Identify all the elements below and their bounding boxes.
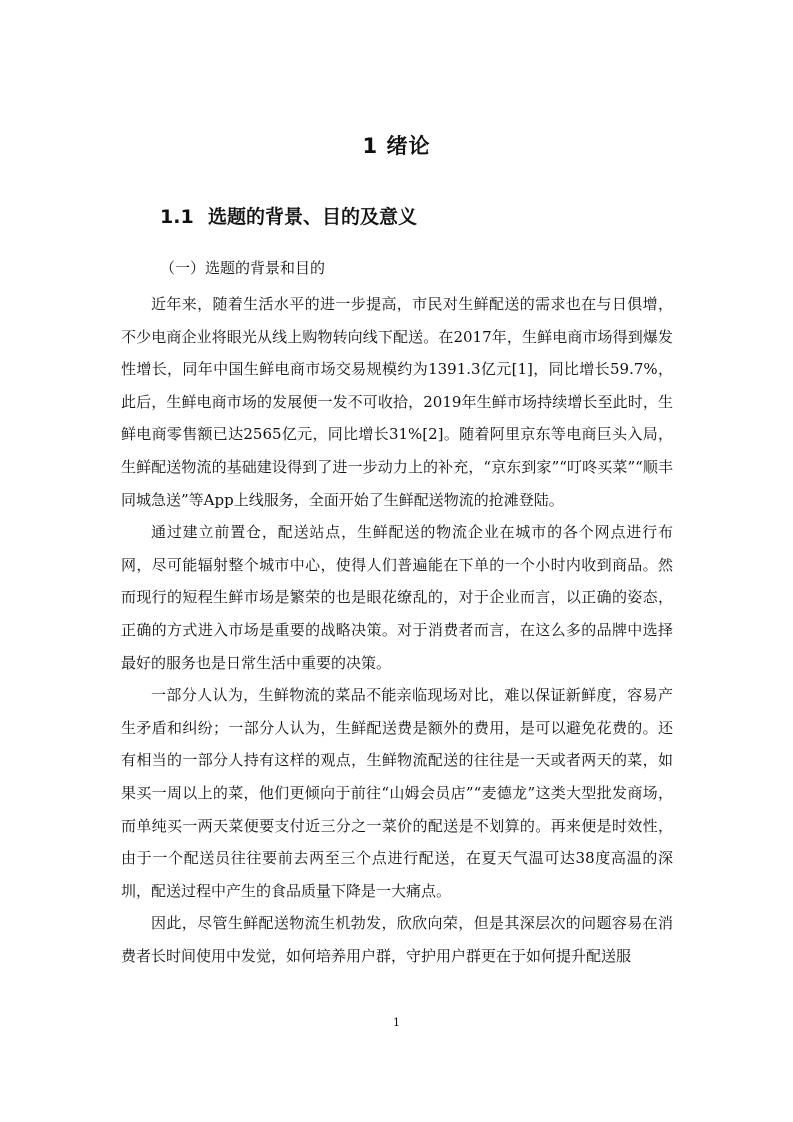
page-number: 1 <box>393 1016 400 1029</box>
paragraph: 通过建立前置仓，配送站点，生鲜配送的物流企业在城市的各个网点进行布网，尽可能辐射整个城市中心，使得人们普遍能在下单的一个小时内收到商品。然而现行的短程生鲜市场是繁荣的也是眼花缭乱的，对于企业而言，以正确的姿态，正确的方式进入市场是重要的战略决策。对于消费者而言，在这么多的品牌中选择最好的服务也是日常生活中重要的决策。 <box>121 523 673 672</box>
subsection-heading: （一）选题的背景和目的 <box>160 259 326 277</box>
section-heading <box>160 202 417 229</box>
paragraph: 近年来，随着生活水平的进一步提高，市民对生鲜配送的需求也在与日俱增，不少电商企业将眼光从线上购物转向线下配送。在2017年，生鲜电商市场得到爆发性增长，同年中国生鲜电商市场交易规模约为1391.3亿元[1]，同比增长59.7%，此后，生鲜电商市场的发展便一发不可收拾，2019年生鲜市场持续增长至此时，生鲜电商零售额已达2565亿元，同比增长31%[2]。随着阿里京东等电商巨头入局，生鲜配送物流的基础建设得到了进一步动力上的补充，“京东到家”“叮咚买菜”“顺丰同城急送”等App上线服务，全面开始了生鲜配送物流的抢滩登陆。 <box>121 295 673 509</box>
chapter-title: 1 绪论 <box>362 134 431 158</box>
body-text <box>121 288 673 972</box>
section-title: 选题的背景、目的及意义 <box>208 206 418 228</box>
paragraph: 因此，尽管生鲜配送物流生机勃发，欣欣向荣，但是其深层次的问题容易在消费者长时间使用中发觉，如何培养用户群，守护用户群更在于如何提升配送服 <box>121 914 673 965</box>
section-number: 1.1 <box>160 206 194 228</box>
paragraph: 一部分人认为，生鲜物流的菜品不能亲临现场对比，难以保证新鲜度，容易产生矛盾和纠纷；一部分人认为，生鲜配送费是额外的费用，是可以避免花费的。还有相当的一部分人持有这样的观点，生鲜物流配送的往往是一天或者两天的菜，如果买一周以上的菜，他们更倾向于前往“山姆会员店”“麦德龙”这类大型批发商场，而单纯买一两天菜便要支付近三分之一菜价的配送是不划算的。再来便是时效性，由于一个配送员往往要前去两至三个点进行配送，在夏天气温可达38度高温的深圳，配送过程中产生的食品质量下降是一大痛点。 <box>121 686 673 900</box>
